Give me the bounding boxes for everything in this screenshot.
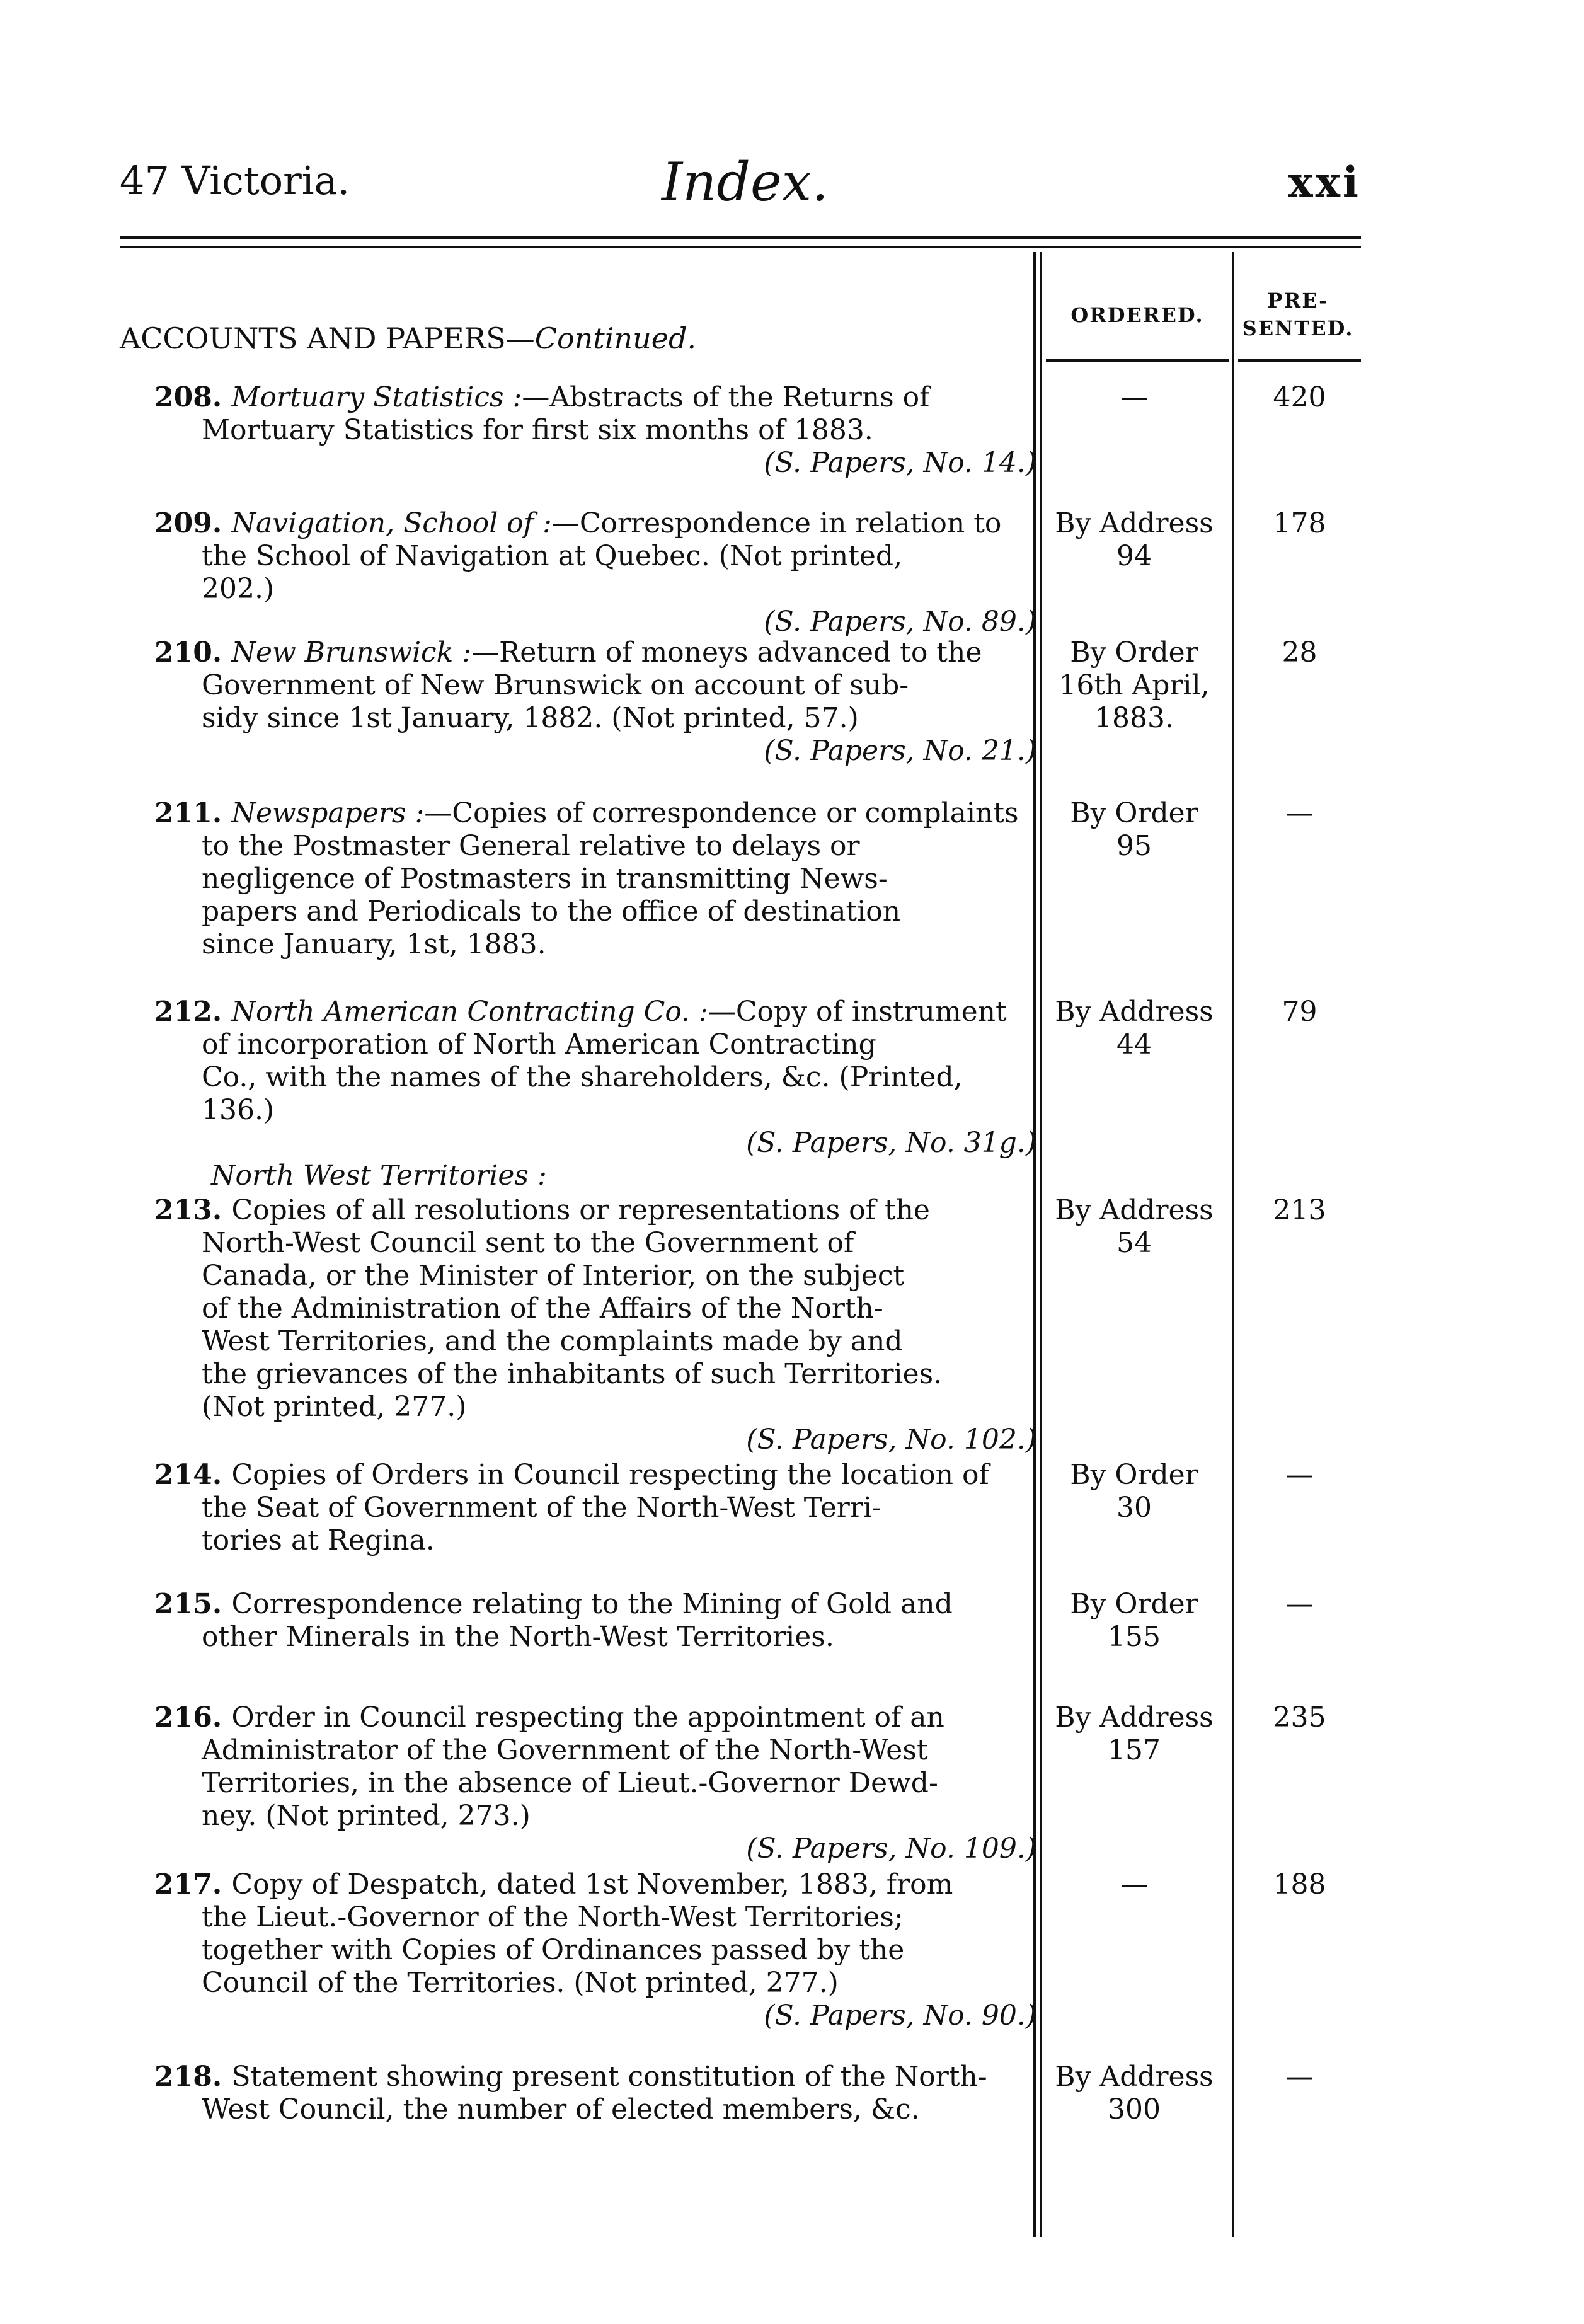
entry-218 — [154, 2061, 1036, 2126]
entry-210 — [154, 636, 1036, 768]
entry-text: Copies of all resolutions or representations of the — [231, 1194, 930, 1226]
entry-ordered — [1040, 636, 1229, 735]
entry-line: Canada, or the Minister of Interior, on the subject — [202, 1260, 905, 1292]
entry-number: 216. — [154, 1701, 232, 1734]
entry-line: (S. Papers, No. 21.) — [764, 735, 1036, 767]
entry-line — [154, 1868, 1036, 1901]
entry-line: Mortuary Statistics for first six months of 1883. — [202, 414, 873, 446]
entry-line: (Not printed, 277.) — [202, 1391, 467, 1423]
entry-line — [154, 381, 1036, 414]
entry-line: West Territories, and the complaints made by and — [202, 1325, 903, 1357]
entry-ordered — [1040, 1194, 1229, 1260]
header-volume: 47 Victoria. — [120, 158, 350, 204]
column-head-presented-line1: PRE- — [1267, 289, 1329, 313]
entry-presented: 28 — [1282, 636, 1317, 669]
entry-212 — [154, 996, 1036, 1159]
section-title-continued: Continued. — [534, 321, 697, 355]
entry-line — [154, 1194, 1036, 1227]
ordered-line: 94 — [1116, 540, 1152, 572]
ordered-head-rule — [1046, 359, 1229, 362]
entry-line: 136.) — [202, 1094, 275, 1126]
entry-presented: 213 — [1273, 1194, 1326, 1226]
entry-text: —Copy of instrument — [708, 996, 1007, 1028]
entry-line: (S. Papers, No. 31g.) — [746, 1127, 1036, 1159]
ordered-line: By Order — [1070, 1588, 1198, 1620]
entry-number: 217. — [154, 1868, 232, 1901]
entry-line — [154, 636, 1036, 669]
entry-topic: North American Contracting Co. : — [231, 996, 708, 1028]
entry-line: the School of Navigation at Quebec. (Not printed, — [202, 540, 903, 572]
entry-line: (S. Papers, No. 102.) — [746, 1424, 1036, 1456]
entry-line — [154, 2061, 1036, 2093]
entry-number: 218. — [154, 2061, 232, 2093]
entry-number: 208. — [154, 381, 232, 413]
entry-text: Copy of Despatch, dated 1st November, 1883, from — [231, 1868, 953, 1901]
entry-number: 209. — [154, 507, 232, 539]
entry-presented: 420 — [1273, 381, 1326, 413]
entry-line: other Minerals in the North-West Territories. — [202, 1621, 834, 1653]
ordered-line: 1883. — [1094, 702, 1174, 734]
ordered-line: 155 — [1108, 1621, 1161, 1653]
entry-ordered — [1040, 797, 1229, 863]
ordered-line: By Address — [1055, 2061, 1214, 2093]
entry-number: 212. — [154, 996, 232, 1028]
entry-line: North-West Council sent to the Government of — [202, 1227, 854, 1259]
section-title — [120, 321, 696, 355]
entry-213 — [154, 1194, 1036, 1456]
section-title-text: ACCOUNTS AND PAPERS— — [120, 321, 535, 355]
entry-line: West Council, the number of elected members, &c. — [202, 2093, 920, 2126]
entry-line: 202.) — [202, 573, 275, 605]
entry-presented: 79 — [1282, 996, 1317, 1028]
entry-text: —Copies of correspondence or complaints — [424, 797, 1019, 829]
column-head-presented — [1235, 287, 1361, 342]
entry-topic: Navigation, School of : — [231, 507, 552, 539]
ordered-line: 300 — [1108, 2093, 1161, 2126]
entry-214 — [154, 1459, 1036, 1557]
entry-number: 214. — [154, 1459, 232, 1491]
entry-line: tories at Regina. — [202, 1524, 435, 1556]
entry-line — [154, 1701, 1036, 1734]
ordered-line: By Address — [1055, 1701, 1214, 1734]
entry-215 — [154, 1588, 1036, 1654]
entry-line: to the Postmaster General relative to delays or — [202, 830, 860, 862]
ordered-line: By Order — [1070, 797, 1198, 829]
entry-line: the Seat of Government of the North-West Terri- — [202, 1492, 881, 1524]
ordered-line: By Address — [1055, 996, 1214, 1028]
entry-line: since January, 1st, 1883. — [202, 928, 546, 960]
ordered-line: 54 — [1116, 1227, 1152, 1259]
entry-line: (S. Papers, No. 14.) — [764, 447, 1036, 479]
entry-ordered — [1040, 381, 1229, 414]
entry-text: —Correspondence in relation to — [551, 507, 1002, 539]
entry-line: together with Copies of Ordinances passed by the — [202, 1934, 905, 1966]
entry-topic: Newspapers : — [231, 797, 425, 829]
entry-line: (S. Papers, No. 89.) — [764, 606, 1036, 638]
entry-208 — [154, 381, 1036, 480]
entry-topic: Mortuary Statistics : — [231, 381, 522, 413]
entry-ordered — [1040, 2061, 1229, 2126]
entry-line: (S. Papers, No. 90.) — [764, 1999, 1036, 2032]
entry-line: Territories, in the absence of Lieut.-Governor Dewd- — [202, 1767, 938, 1799]
ordered-line: 95 — [1116, 830, 1152, 862]
entry-211 — [154, 797, 1036, 961]
entry-ordered — [1040, 507, 1229, 573]
ordered-line: — — [1120, 1868, 1148, 1901]
entry-line — [154, 996, 1036, 1028]
entry-216 — [154, 1701, 1036, 1865]
entry-text: Copies of Orders in Council respecting the location of — [231, 1459, 989, 1491]
ordered-line: 44 — [1116, 1028, 1152, 1061]
ordered-line: By Order — [1070, 636, 1198, 669]
entry-presented: 235 — [1273, 1701, 1326, 1734]
entry-line: Administrator of the Government of the North-West — [202, 1734, 928, 1766]
ordered-line: By Address — [1055, 1194, 1214, 1226]
entry-line: negligence of Postmasters in transmitting News- — [202, 863, 888, 895]
entry-217 — [154, 1868, 1036, 2032]
ordered-line: 157 — [1108, 1734, 1161, 1766]
entry-ordered — [1040, 996, 1229, 1061]
ordered-line: 30 — [1116, 1492, 1152, 1524]
entry-line: the grievances of the inhabitants of such Territories. — [202, 1358, 943, 1390]
column-divider-3 — [1232, 252, 1234, 2237]
entry-ordered — [1040, 1701, 1229, 1767]
entry-line: sidy since 1st January, 1882. (Not printed, 57.) — [202, 702, 859, 734]
entry-line — [154, 1459, 1036, 1492]
entry-line — [154, 1588, 1036, 1621]
entry-line: the Lieut.-Governor of the North-West Territories; — [202, 1901, 904, 1933]
entry-ordered — [1040, 1588, 1229, 1654]
header-rule-top — [120, 236, 1361, 239]
entry-text: —Return of moneys advanced to the — [471, 636, 982, 669]
entry-presented: 178 — [1273, 507, 1326, 539]
entry-ordered — [1040, 1459, 1229, 1524]
entry-number: 210. — [154, 636, 232, 669]
entry-line: ney. (Not printed, 273.) — [202, 1800, 531, 1832]
ordered-line: — — [1120, 381, 1148, 413]
entry-line: (S. Papers, No. 109.) — [746, 1832, 1036, 1865]
column-head-ordered: ORDERED. — [1070, 303, 1204, 327]
entry-text: Statement showing present constitution of the North- — [231, 2061, 987, 2093]
entry-presented: — — [1285, 1459, 1314, 1491]
entry-line: papers and Periodicals to the office of destination — [202, 895, 901, 928]
entry-line — [154, 797, 1036, 830]
entry-text: Order in Council respecting the appointment of an — [231, 1701, 944, 1734]
entry-presented: 188 — [1273, 1868, 1326, 1901]
header-page-number: xxi — [1288, 158, 1361, 207]
entry-topic: New Brunswick : — [231, 636, 472, 669]
entry-line: Co., with the names of the shareholders, &c. (Printed, — [202, 1061, 963, 1093]
entry-number: 211. — [154, 797, 232, 829]
entry-text: —Abstracts of the Returns of — [522, 381, 930, 413]
entry-number: 213. — [154, 1194, 232, 1226]
entry-presented: — — [1285, 2061, 1314, 2093]
entry-presented: — — [1285, 797, 1314, 829]
entry-line: Government of New Brunswick on account of sub- — [202, 669, 909, 701]
page-header — [120, 151, 1361, 221]
column-head-presented-line2: SENTED. — [1242, 316, 1354, 340]
ordered-line: 16th April, — [1059, 669, 1210, 701]
entry-number: 215. — [154, 1588, 232, 1620]
presented-head-rule — [1238, 359, 1361, 362]
entry-line: Council of the Territories. (Not printed, 277.) — [202, 1967, 839, 1999]
entry-text: Correspondence relating to the Mining of Gold and — [231, 1588, 953, 1620]
entry-line: of the Administration of the Affairs of the North- — [202, 1292, 883, 1325]
header-title: Index. — [662, 151, 829, 213]
entry-209 — [154, 507, 1036, 638]
entry-line — [154, 507, 1036, 540]
entry-line: of incorporation of North American Contracting — [202, 1028, 876, 1061]
ordered-line: By Order — [1070, 1459, 1198, 1491]
subheading: North West Territories : — [211, 1159, 547, 1192]
entry-ordered — [1040, 1868, 1229, 1901]
entry-presented: — — [1285, 1588, 1314, 1620]
header-rule-bottom — [120, 246, 1361, 248]
ordered-line: By Address — [1055, 507, 1214, 539]
